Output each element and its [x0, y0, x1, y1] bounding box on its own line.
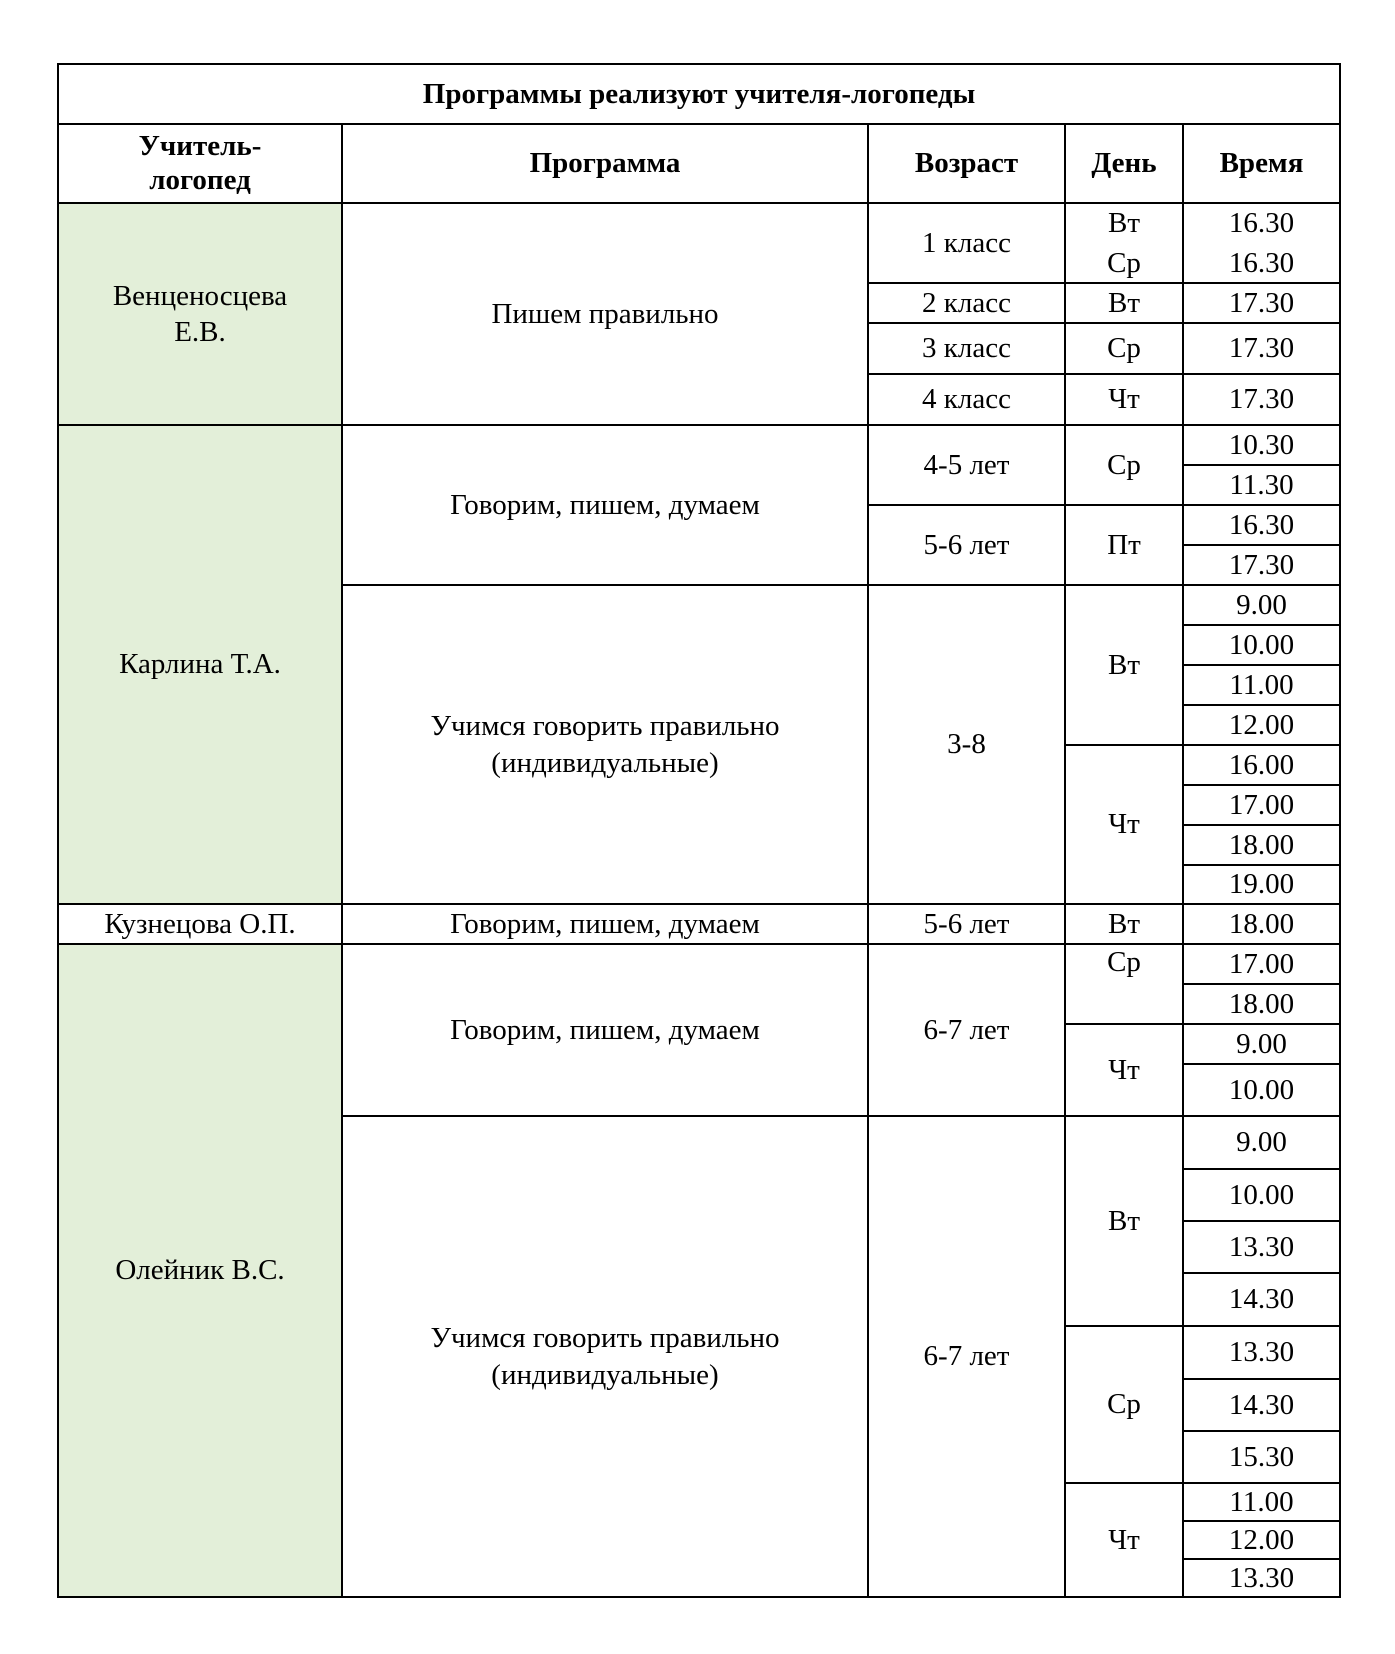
time-cell: 11.00	[1229, 668, 1294, 701]
grid-line	[58, 202, 1340, 204]
day-cell: Чт	[1108, 808, 1140, 841]
grid-line	[1183, 1272, 1340, 1274]
age-cell: 1 класс	[922, 226, 1011, 259]
time-cell: 17.30	[1228, 286, 1295, 319]
grid-line	[1065, 1023, 1340, 1025]
time-cell: 9.00	[1236, 1027, 1287, 1060]
time-cell: 14.30	[1228, 1388, 1295, 1421]
grid-line	[1183, 544, 1340, 546]
time-cell: 18.00	[1228, 987, 1295, 1020]
program-line2: (индивидуальные)	[491, 746, 719, 779]
day-cell: Чт	[1108, 1053, 1140, 1086]
age-cell: 5-6 лет	[923, 907, 1010, 940]
time-cell: 17.30	[1228, 332, 1295, 365]
time-cell: 17.00	[1228, 947, 1295, 980]
grid-line	[1183, 1168, 1340, 1170]
time-cell: 10.00	[1228, 628, 1295, 661]
time-cell: 11.00	[1229, 1485, 1294, 1518]
grid-line	[341, 123, 343, 1597]
age-cell: 4-5 лет	[923, 448, 1010, 481]
day-cell: Вт	[1107, 907, 1141, 940]
grid-line	[1183, 464, 1340, 466]
header-day: День	[1091, 146, 1157, 179]
grid-line	[58, 123, 1340, 125]
day-cell: Ср	[1107, 332, 1141, 365]
time-cell: 19.00	[1228, 868, 1295, 901]
teacher-ventsenostseva	[58, 203, 342, 425]
day-cell: Вт	[1107, 286, 1141, 319]
day-cell: Ср	[1107, 246, 1141, 279]
age-cell: 3-8	[947, 728, 986, 761]
time-cell: 10.00	[1228, 1178, 1295, 1211]
grid-line	[1183, 1063, 1340, 1065]
grid-line	[1183, 864, 1340, 866]
time-cell: 10.00	[1228, 1073, 1295, 1106]
grid-line	[1183, 664, 1340, 666]
grid-line	[342, 1115, 1340, 1117]
grid-line	[1183, 1378, 1340, 1380]
grid-line	[1065, 1325, 1340, 1327]
grid-line	[1064, 123, 1066, 1597]
program-cell	[342, 585, 868, 904]
grid-line	[58, 903, 1340, 905]
header-teacher-line1: Учитель-	[138, 130, 262, 163]
grid-line	[868, 373, 1340, 375]
time-cell: 13.30	[1228, 1336, 1295, 1369]
time-cell: 13.30	[1228, 1230, 1295, 1263]
time-cell: 12.00	[1228, 1523, 1295, 1556]
program-cell: Говорим, пишем, думаем	[450, 488, 760, 521]
day-cell: Ср	[1107, 1388, 1141, 1421]
border-bottom	[58, 1596, 1340, 1598]
border-top	[58, 63, 1340, 65]
age-cell: 6-7 лет	[923, 1013, 1010, 1046]
grid-line	[1183, 1520, 1340, 1522]
grid-line	[1183, 824, 1340, 826]
program-line2: (индивидуальные)	[491, 1358, 719, 1391]
program-cell: Говорим, пишем, думаем	[450, 1013, 760, 1046]
grid-line	[1065, 1482, 1340, 1484]
time-cell: 18.00	[1228, 907, 1295, 940]
schedule-table	[58, 64, 1340, 1597]
header-age: Возраст	[914, 146, 1019, 179]
grid-line	[1183, 1558, 1340, 1560]
time-cell: 17.00	[1228, 788, 1295, 821]
border-right	[1339, 63, 1341, 1598]
grid-line	[1183, 983, 1340, 985]
time-cell: 16.30	[1228, 246, 1295, 279]
time-cell: 9.00	[1236, 588, 1287, 621]
grid-line	[1183, 784, 1340, 786]
day-cell: Ср	[1107, 448, 1141, 481]
table-title: Программы реализуют учителя-логопеды	[422, 77, 976, 110]
time-cell: 16.30	[1228, 508, 1295, 541]
day-cell: Вт	[1107, 648, 1141, 681]
teacher-name-line1: Венценосцева	[112, 279, 288, 312]
grid-line	[1183, 1430, 1340, 1432]
time-cell: 12.00	[1228, 708, 1295, 741]
day-cell: Вт	[1107, 1204, 1141, 1237]
teacher-kuznetsova: Кузнецова О.П.	[104, 907, 296, 940]
header-time: Время	[1219, 146, 1304, 179]
grid-line	[1183, 1220, 1340, 1222]
grid-line	[58, 424, 1340, 426]
grid-line	[1183, 624, 1340, 626]
border-left	[57, 63, 59, 1598]
teacher-oleinik: Олейник В.С.	[58, 944, 342, 1597]
grid-line	[868, 282, 1340, 284]
day-cell: Чт	[1108, 383, 1140, 416]
age-cell: 6-7 лет	[923, 1340, 1010, 1373]
time-cell: 9.00	[1236, 1126, 1287, 1159]
age-cell: 5-6 лет	[923, 528, 1010, 561]
grid-line	[58, 943, 1340, 945]
time-cell: 18.00	[1228, 828, 1295, 861]
grid-line	[868, 322, 1340, 324]
header-teacher	[58, 124, 342, 203]
grid-line	[867, 123, 869, 1597]
day-cell: Пт	[1107, 528, 1141, 561]
program-cell: Пишем правильно	[491, 297, 719, 330]
grid-line	[1182, 123, 1184, 1597]
age-cell: 3 класс	[922, 332, 1011, 365]
age-cell: 4 класс	[922, 383, 1011, 416]
program-line1: Учимся говорить правильно	[430, 710, 780, 743]
program-cell	[342, 1116, 868, 1597]
time-cell: 17.30	[1228, 548, 1295, 581]
grid-line	[868, 504, 1340, 506]
teacher-name-line2: Е.В.	[174, 316, 226, 348]
day-cell: Чт	[1108, 1523, 1140, 1556]
time-cell: 10.30	[1228, 428, 1295, 461]
time-cell: 11.30	[1229, 468, 1294, 501]
grid-line	[342, 584, 1340, 586]
teacher-karlina: Карлина Т.А.	[58, 425, 342, 904]
header-program: Программа	[529, 146, 681, 179]
program-cell: Говорим, пишем, думаем	[450, 907, 760, 940]
age-cell: 2 класс	[922, 286, 1011, 319]
time-cell: 16.30	[1228, 206, 1295, 239]
grid-line	[1065, 744, 1340, 746]
time-cell: 15.30	[1228, 1440, 1295, 1473]
time-cell: 17.30	[1228, 383, 1295, 416]
time-cell: 14.30	[1228, 1283, 1295, 1316]
time-cell: 16.00	[1228, 748, 1295, 781]
header-teacher-line2: логопед	[149, 163, 251, 196]
grid-line	[1183, 704, 1340, 706]
program-line1: Учимся говорить правильно	[430, 1322, 780, 1355]
time-cell: 13.30	[1228, 1561, 1295, 1594]
day-cell: Вт	[1107, 206, 1141, 239]
day-cell: Ср	[1107, 946, 1141, 978]
